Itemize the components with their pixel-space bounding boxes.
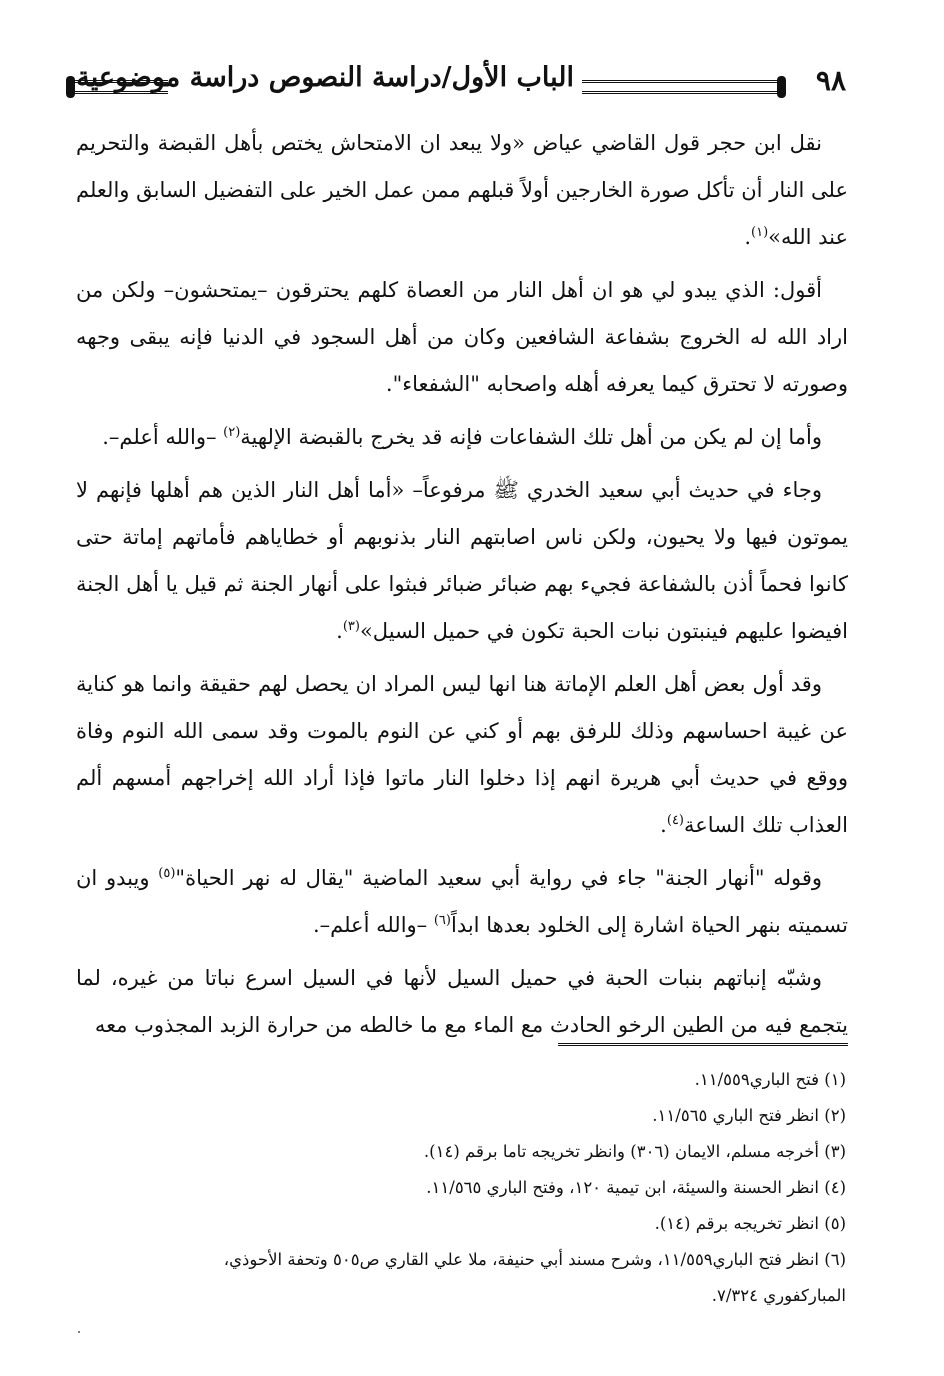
footnote: (٥) انظر تخريجه برقم (١٤). bbox=[654, 1214, 846, 1233]
footnote: (٤) انظر الحسنة والسيئة، ابن تيمية ١٢٠، وفتح الباري ١١/٥٦٥. bbox=[426, 1178, 846, 1197]
paragraph: نقل ابن حجر قول القاضي عياض «ولا يبعد ان الامتحاش يختص بأهل القبضة والتحريم على النار أن تأكل صورة الخارجين أولاً قبلهم ممن عمل الخير على التفضيل السابق والعلم عند الله»$^{(١)}$. bbox=[76, 131, 848, 249]
paragraph: وجاء في حديث أبي سعيد الخدري ﷺ مرفوعاً– «أما أهل النار الذين هم أهلها فإنهم لا يموتون فيها ولا يحيون، ولكن ناس اصابتهم النار بذنوبهم أو خطاياهم فأماتهم إماتة حتى كانوا فحماً أذن بالشفاعة فجيء بهم ضبائر ضبائر فبثوا على أنهار الجنة ثم قيل يا أهل الجنة افيضوا عليهم فينبتون نبات الحبة تكون في حميل السيل»$^{(٣)}$. bbox=[76, 478, 848, 643]
footnote-ref[interactable]: (٢) bbox=[223, 425, 241, 440]
header-ornament-left bbox=[70, 80, 168, 94]
header-ornament-right bbox=[582, 80, 782, 94]
footnote-ref[interactable]: (١) bbox=[751, 225, 769, 240]
page-number: ٩٨ bbox=[815, 64, 846, 97]
footnote-ref[interactable]: (٥) bbox=[158, 866, 176, 881]
paragraph: وأما إن لم يكن من أهل تلك الشفاعات فإنه قد يخرج بالقبضة الإلهية$^{(٢)}$ –والله أعلم–. bbox=[102, 425, 822, 449]
footnote: (١) فتح الباري١١/٥٥٩. bbox=[694, 1070, 846, 1089]
footnote-ref[interactable]: (٤) bbox=[666, 813, 684, 828]
scan-speck bbox=[78, 1331, 80, 1333]
page-header bbox=[62, 60, 852, 112]
paragraph: أقول: الذي يبدو لي هو ان أهل النار من العصاة كلهم يحترقون –يمتحشون– ولكن من اراد الله له الخروج بشفاعة الشافعين وكان من أهل السجود في الدنيا فإنه يبقى وجهه وصورته لا تحترق كيما يعرفه أهله واصحابه "الشفعاء". bbox=[76, 278, 848, 396]
main-text bbox=[76, 120, 848, 1055]
paragraph: وشبّه إنباتهم بنبات الحبة في حميل السيل لأنها في السيل اسرع نباتا من غيره، لما يتجمع فيه من الطين الرخو الحادث مع الماء مع ما خالطه من حرارة الزبد المجذوب معه bbox=[76, 966, 848, 1037]
paragraph: وقوله "أنهار الجنة" جاء في رواية أبي سعيد الماضية "يقال له نهر الحياة"$^{(٥)}$ ويبدو ان تسميته بنهر الحياة اشارة إلى الخلود بعدها ابداً$^{(٦)}$ –والله أعلم–. bbox=[76, 866, 848, 937]
paragraph: وقد أول بعض أهل العلم الإماتة هنا انها ليس المراد ان يحصل لهم حقيقة وانما هو كناية عن غيبة احساسهم وذلك للرفق بهم أو كني عن النوم بالموت وقد سمى الله النوم وفاة ووقع في حديث أبي هريرة انهم إذا دخلوا النار ماتوا فإذا أراد الله إخراجهم أمسهم ألم العذاب تلك الساعة$^{(٤)}$. bbox=[76, 672, 848, 837]
footnotes bbox=[76, 1062, 848, 1314]
footnote-continuation: المباركفوري ٧/٣٢٤. bbox=[711, 1286, 846, 1305]
footnote: (٣) أخرجه مسلم، الايمان (٣٠٦) وانظر تخريجه تاما برقم (١٤). bbox=[423, 1142, 846, 1161]
footnote-separator bbox=[558, 1043, 848, 1051]
footnote: (٢) انظر فتح الباري ١١/٥٦٥. bbox=[652, 1106, 846, 1125]
footnote: (٦) انظر فتح الباري١١/٥٥٩، وشرح مسند أبي حنيفة، ملا علي القاري ص٥٠٥ وتحفة الأحوذي، المباركفوري ٧/٣٢٤. bbox=[76, 1242, 848, 1314]
running-title: الباب الأول/دراسة النصوص دراسة موضوعية bbox=[76, 62, 574, 93]
footnote-ref[interactable]: (٦) bbox=[433, 913, 451, 928]
footnote-ref[interactable]: (٣) bbox=[342, 619, 360, 634]
